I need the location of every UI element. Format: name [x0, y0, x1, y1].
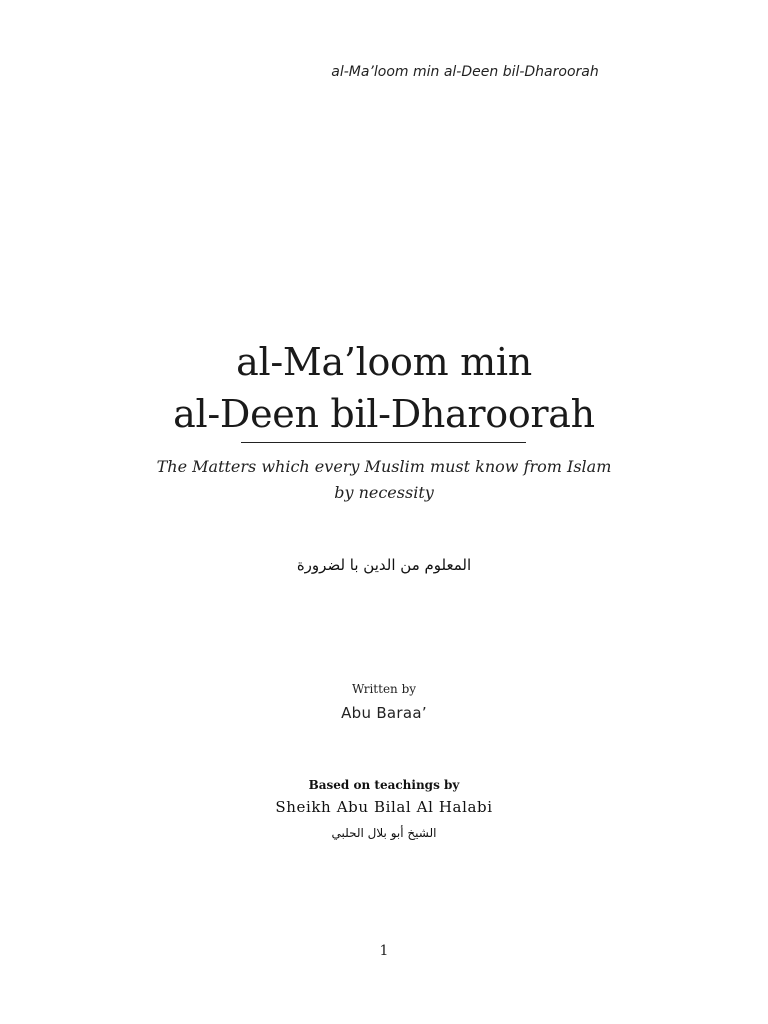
- book-subtitle: The Matters which every Muslim must know from Islam by necessity: [156, 457, 612, 502]
- arabic-title: المعلوم من الدين با لضرورة: [296, 556, 472, 574]
- teacher-arabic-name: الشيخ أبو بلال الحلبي: [331, 826, 437, 840]
- author-name: Abu Baraa’: [341, 704, 427, 722]
- book-title-line-1: al-Ma’loom min: [236, 340, 532, 384]
- book-title: [0, 336, 768, 440]
- book-title-line-2: al-Deen bil-Dharoorah: [173, 392, 595, 436]
- based-on-label: Based on teachings by: [308, 778, 460, 792]
- written-by-label: Written by: [351, 682, 417, 696]
- running-header: al-Ma’loom min al-Deen bil-Dharoorah: [331, 64, 599, 80]
- title-divider: [241, 442, 526, 443]
- teacher-name: Sheikh Abu Bilal Al Halabi: [275, 798, 493, 816]
- page-number: 1: [379, 943, 389, 959]
